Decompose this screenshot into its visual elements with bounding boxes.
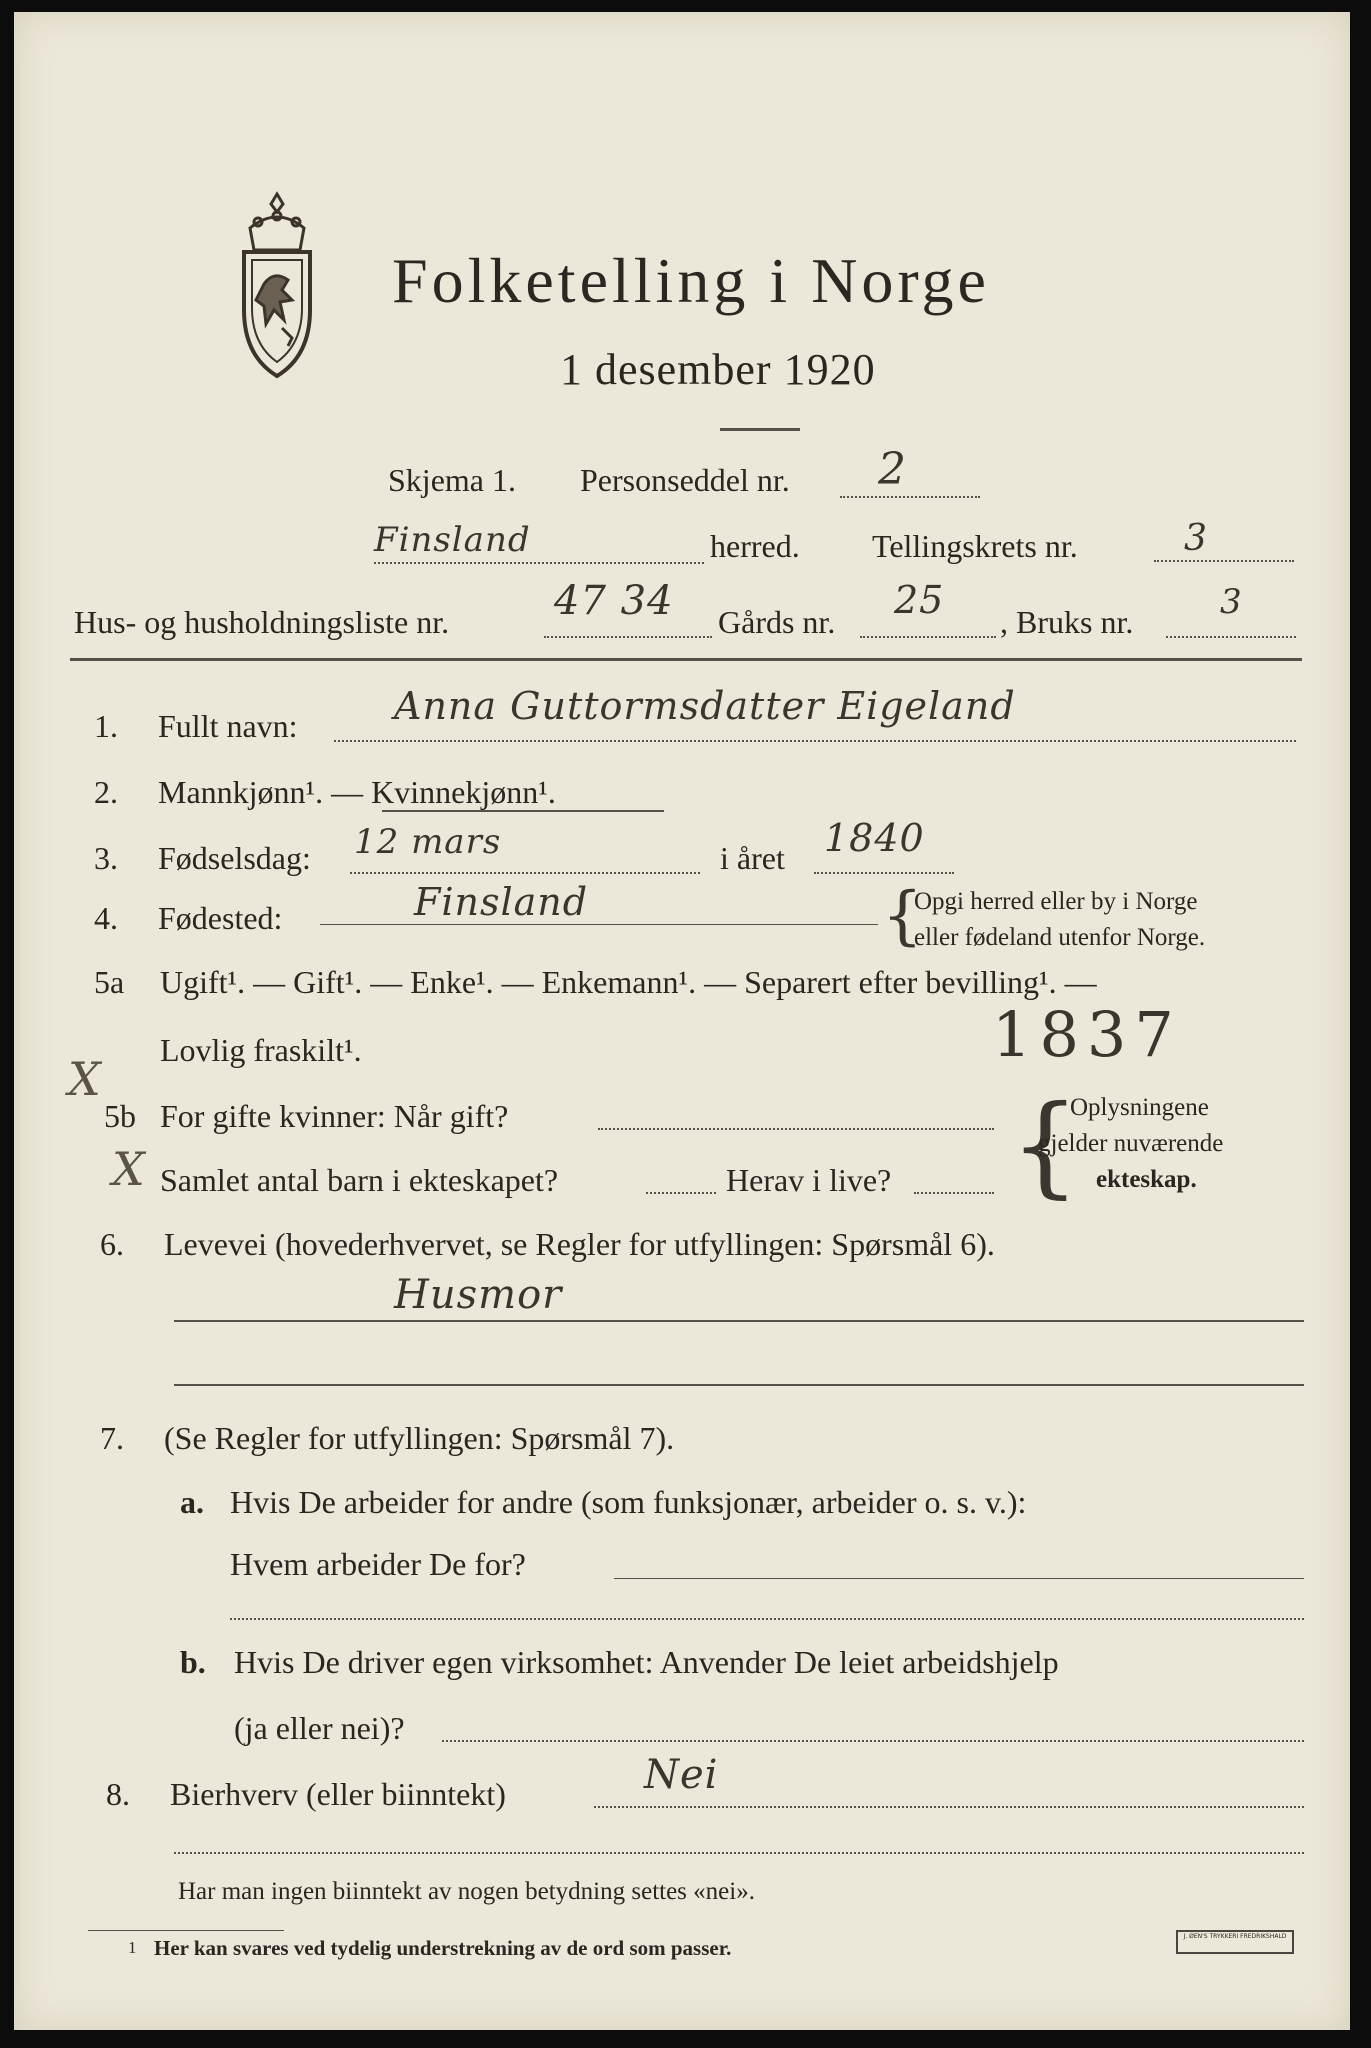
margin-mark-1: X [68,1052,102,1106]
q3-value: 12 mars [354,822,502,862]
q4-number: 4. [94,900,118,936]
herred-value: Finsland [374,520,531,560]
q4-label: Fødested: [158,900,283,936]
q7b-label-2: (ja eller nei)? [234,1710,405,1746]
q5b-note-1: Oplysningene [1070,1094,1209,1121]
q6-number: 6. [100,1226,124,1262]
q1-value: Anna Guttormsdatter Eigeland [394,684,1016,728]
q7a-field-1 [614,1578,1304,1579]
footnote-text: Her kan svares ved tydelig understrekning av de ord som passer. [154,1936,732,1960]
personseddel-field [840,496,980,498]
q7-label: (Se Regler for utfyllingen: Spørsmål 7). [164,1420,675,1456]
personseddel-value: 2 [878,444,907,495]
q8-field-1 [594,1806,1304,1808]
form-title: Folketelling i Norge [392,245,990,316]
q8-value: Nei [644,1752,719,1798]
q5a-number: 5a [94,964,125,1000]
footnote-divider [88,1930,284,1931]
q5b-note-3: ekteskap. [1096,1166,1197,1193]
q5a-label: Ugift¹. — Gift¹. — Enke¹. — Enkemann¹. — Separert efter bevilling¹. — [160,964,1097,1000]
herred-label: herred. [710,528,800,564]
q6-field-1 [174,1320,1304,1322]
q4-brace: { [882,879,923,953]
personseddel-label: Personseddel nr. [580,462,790,498]
census-form [14,12,1350,2030]
q3-year-label: i året [720,840,785,876]
q5b-alive-field [914,1192,994,1194]
q5a-label-2: Lovlig fraskilt¹. [160,1032,362,1068]
q5a-value: 1837 [992,998,1182,1071]
q7a-letter: a. [180,1484,204,1520]
husliste-value: 47 34 [554,578,674,624]
q5b-when-field [598,1128,994,1130]
coat-of-arms-icon [222,188,332,398]
q8-number: 8. [106,1776,130,1812]
q2-underline [382,810,664,812]
herred-field [374,562,704,564]
gards-value: 25 [894,578,945,622]
q7-number: 7. [100,1420,124,1456]
q2-number: 2. [94,774,118,810]
gards-label: Gårds nr. [718,604,836,640]
bruks-value: 3 [1220,582,1243,622]
q6-field-2 [174,1384,1304,1386]
q7a-field-2 [230,1618,1304,1620]
tellingskrets-value: 3 [1184,518,1208,559]
q3-year-value: 1840 [824,816,925,860]
q5b-label-2: Samlet antal barn i ekteskapet? [160,1162,559,1198]
q5b-brace: { [1010,1081,1080,1209]
skjema-label: Skjema 1. [388,462,516,498]
margin-mark-2: X [112,1142,146,1196]
q1-number: 1. [94,708,118,744]
q4-field [320,924,878,925]
q7a-label: Hvis De arbeider for andre (som funksjonær, arbeider o. s. v.): [230,1484,1027,1520]
q5b-label-3: Herav i live? [726,1162,892,1198]
title-divider [720,428,800,431]
bruks-field [1166,636,1296,638]
q8-field-2 [174,1852,1304,1854]
tellingskrets-label: Tellingskrets nr. [872,528,1078,564]
q8-note: Har man ingen biinntekt av nogen betydning settes «nei». [178,1878,755,1905]
q5b-children-field [646,1192,716,1194]
q4-note-2: eller fødeland utenfor Norge. [914,924,1206,951]
q4-note-1: Opgi herred eller by i Norge [914,888,1198,915]
husliste-label: Hus- og husholdningsliste nr. [74,604,450,640]
q7b-letter: b. [180,1644,206,1680]
q2-label: Mannkjønn¹. — Kvinnekjønn¹. [158,774,556,810]
q7a-label-2: Hvem arbeider De for? [230,1546,526,1582]
bruks-label: , Bruks nr. [1000,604,1134,640]
tellingskrets-field [1154,560,1294,562]
q1-field [334,740,1296,742]
census-date: 1 desember 1920 [560,345,876,394]
printer-stamp: J. ØEN'S TRYKKERI FREDRIKSHALD [1176,1930,1294,1954]
footnote-mark: 1 [128,1938,137,1957]
husliste-field [544,636,712,638]
q6-value: Husmor [394,1272,563,1318]
q5b-number: 5b [104,1098,136,1134]
gards-field [860,636,996,638]
q5b-label: For gifte kvinner: Når gift? [160,1098,509,1134]
header-divider [70,658,1302,661]
q3-label: Fødselsdag: [158,840,311,876]
q7b-label: Hvis De driver egen virksomhet: Anvender De leiet arbeidshjelp [234,1644,1059,1680]
q3-number: 3. [94,840,118,876]
q1-label: Fullt navn: [158,708,298,744]
q8-label: Bierhverv (eller biinntekt) [170,1776,506,1812]
q4-value: Finsland [414,880,589,924]
q3-field [350,872,700,874]
q5b-note-2: gjelder nuværende [1038,1130,1224,1157]
q7b-field [442,1740,1304,1742]
q3-year-field [814,872,954,874]
q6-label: Levevei (hovederhvervet, se Regler for utfyllingen: Spørsmål 6). [164,1226,995,1262]
